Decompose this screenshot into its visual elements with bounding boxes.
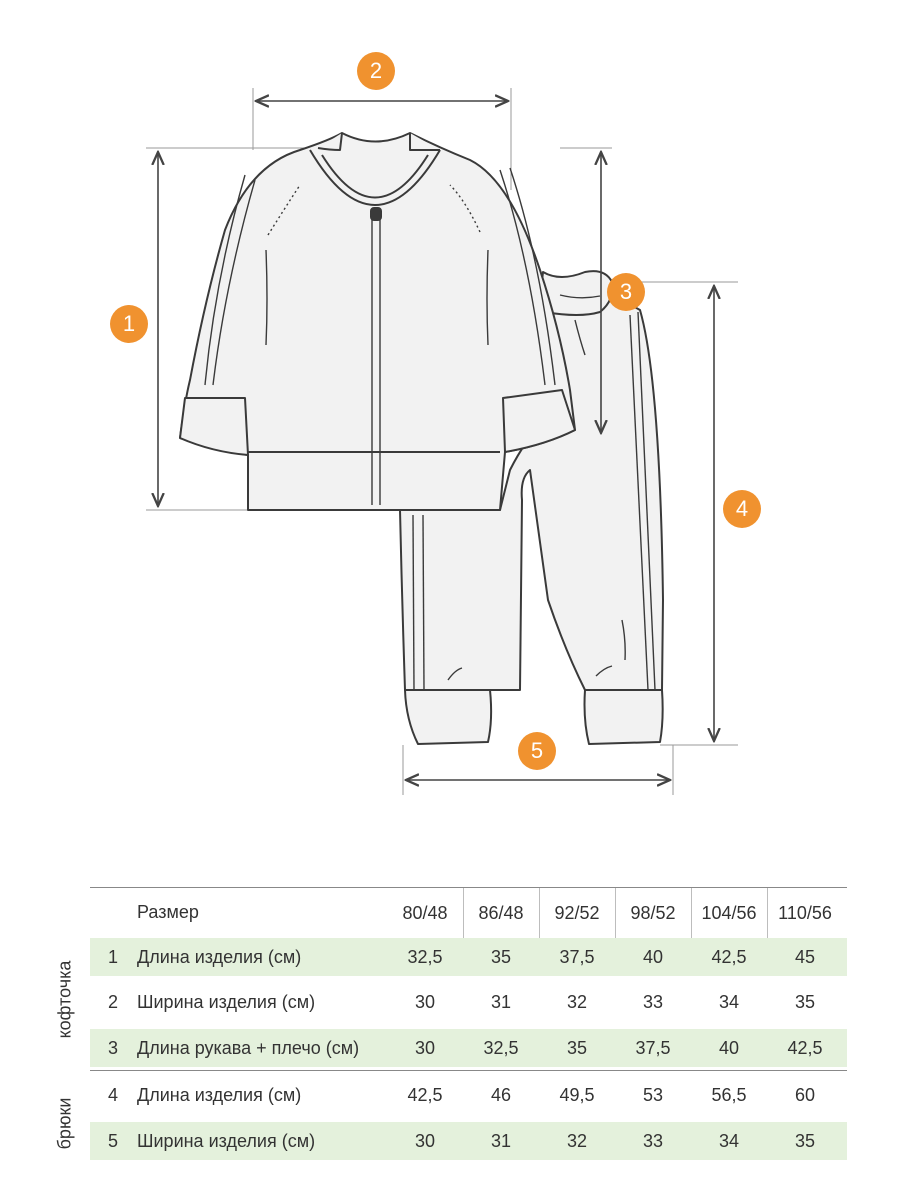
table-cell: 31 xyxy=(490,1131,512,1151)
row-label: Длина изделия (см) xyxy=(137,1085,302,1105)
table-cell: 46 xyxy=(490,1085,512,1105)
row-number: 1 xyxy=(108,947,119,967)
size-col: 104/56 xyxy=(701,903,757,923)
group-label-jacket: кофточка xyxy=(54,960,75,1039)
table-cell: 34 xyxy=(718,992,740,1012)
group-label-pants: брюки xyxy=(54,1097,75,1150)
table-row xyxy=(90,938,847,976)
table-cell: 35 xyxy=(566,1038,588,1058)
table-cell: 49,5 xyxy=(559,1085,595,1105)
size-col: 86/48 xyxy=(478,903,524,923)
size-col: 92/52 xyxy=(554,903,600,923)
table-cell: 34 xyxy=(718,1131,740,1151)
table-cell: 40 xyxy=(718,1038,740,1058)
size-col: 110/56 xyxy=(778,903,832,923)
table-cell: 35 xyxy=(794,1131,816,1151)
row-label: Ширина изделия (см) xyxy=(137,1131,316,1151)
table-cell: 40 xyxy=(642,947,664,967)
row-number: 4 xyxy=(108,1085,119,1105)
table-cell: 35 xyxy=(490,947,512,967)
table-cell: 42,5 xyxy=(787,1038,823,1058)
marker-5: 5 xyxy=(518,732,556,770)
table-cell: 42,5 xyxy=(711,947,747,967)
table-row xyxy=(90,1122,847,1160)
table-cell: 56,5 xyxy=(711,1085,747,1105)
size-col: 98/52 xyxy=(630,903,676,923)
table-row xyxy=(90,983,847,1021)
table-cell: 32 xyxy=(566,1131,588,1151)
row-label: Ширина изделия (см) xyxy=(137,992,316,1012)
row-label: Длина изделия (см) xyxy=(137,947,302,967)
table-cell: 32,5 xyxy=(407,947,443,967)
table-cell: 33 xyxy=(642,1131,664,1151)
row-label: Длина рукава + плечо (см) xyxy=(137,1038,360,1058)
table-cell: 32 xyxy=(566,992,588,1012)
table-cell: 42,5 xyxy=(407,1085,443,1105)
marker-4: 4 xyxy=(723,490,761,528)
marker-1: 1 xyxy=(110,305,148,343)
table-cell: 31 xyxy=(490,992,512,1012)
size-header-label: Размер xyxy=(137,902,199,922)
table-cell: 30 xyxy=(414,1131,436,1151)
table-cell: 60 xyxy=(794,1085,816,1105)
table-cell: 35 xyxy=(794,992,816,1012)
table-cell: 33 xyxy=(642,992,664,1012)
table-header xyxy=(90,887,847,938)
marker-3: 3 xyxy=(607,273,645,311)
row-number: 3 xyxy=(108,1038,119,1058)
table-cell: 32,5 xyxy=(483,1038,519,1058)
table-row xyxy=(90,1029,847,1067)
table-cell: 37,5 xyxy=(559,947,595,967)
table-cell: 53 xyxy=(642,1085,664,1105)
table-cell: 45 xyxy=(794,947,816,967)
table-cell: 30 xyxy=(414,1038,436,1058)
row-number: 5 xyxy=(108,1131,119,1151)
table-row xyxy=(90,1076,847,1114)
table-cell: 37,5 xyxy=(635,1038,671,1058)
row-number: 2 xyxy=(108,992,119,1012)
size-col: 80/48 xyxy=(402,903,448,923)
jacket-drawing xyxy=(180,133,575,510)
marker-2: 2 xyxy=(357,52,395,90)
table-cell: 30 xyxy=(414,992,436,1012)
group-divider xyxy=(90,1070,847,1071)
